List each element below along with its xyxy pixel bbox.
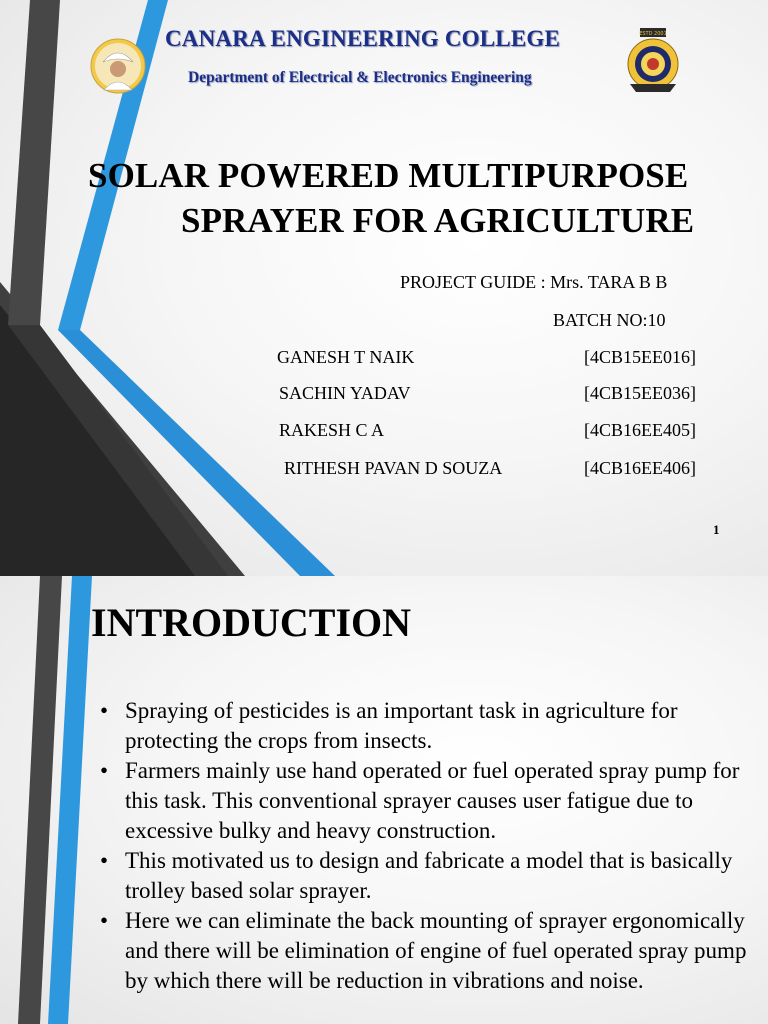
member-usn: [4CB15EE016] <box>584 347 696 367</box>
dark-stripe <box>8 0 60 325</box>
slide-title-line2: SPRAYER FOR AGRICULTURE <box>181 201 695 240</box>
college-name: CANARA ENGINEERING COLLEGE <box>165 26 560 51</box>
bullet-dot-icon: • <box>100 908 109 933</box>
department-name: Department of Electrical & Electronics Engineering <box>188 69 532 86</box>
introduction-slide <box>0 576 768 1024</box>
member-usn: [4CB16EE405] <box>584 420 696 440</box>
emblem-top-text: ESTD 2001 <box>639 31 667 37</box>
member-name: RITHESH PAVAN D SOUZA <box>284 458 503 478</box>
project-guide: PROJECT GUIDE : Mrs. TARA B B <box>400 272 668 292</box>
member-usn: [4CB15EE036] <box>584 383 696 403</box>
batch-number: BATCH NO:10 <box>553 310 666 330</box>
founder-portrait-logo <box>90 38 146 94</box>
member-name: GANESH T NAIK <box>277 347 415 367</box>
bullet-text: Spraying of pesticides is an important task in agriculture for protecting the crops from insects. <box>125 698 678 753</box>
bullet-list <box>100 696 760 996</box>
member-name: RAKESH C A <box>279 420 385 440</box>
member-usn: [4CB16EE406] <box>584 458 696 478</box>
bullet-text: Here we can eliminate the back mounting of sprayer ergonomically and there will be elimination of engine of fuel operated spray pump by which there will be reduction in vibrations and noise. <box>125 908 747 993</box>
college-emblem-logo <box>620 26 686 96</box>
bullet-text: This motivated us to design and fabricate a model that is basically trolley based solar sprayer. <box>125 848 733 903</box>
bullet-item <box>100 696 760 756</box>
bullet-item <box>100 906 760 996</box>
slide-title-line1: SOLAR POWERED MULTIPURPOSE <box>88 156 689 195</box>
member-name: SACHIN YADAV <box>279 383 411 403</box>
bullet-item <box>100 846 760 906</box>
page-number: 1 <box>713 522 720 537</box>
slide-heading: INTRODUCTION <box>91 600 412 645</box>
bullet-dot-icon: • <box>100 758 109 783</box>
bullet-text: Farmers mainly use hand operated or fuel operated spray pump for this task. This conventional sprayer causes user fatigue due to excessive bulky and heavy construction. <box>125 758 740 843</box>
bullet-dot-icon: • <box>100 848 109 873</box>
bullet-item <box>100 756 760 846</box>
bullet-dot-icon: • <box>100 698 109 723</box>
